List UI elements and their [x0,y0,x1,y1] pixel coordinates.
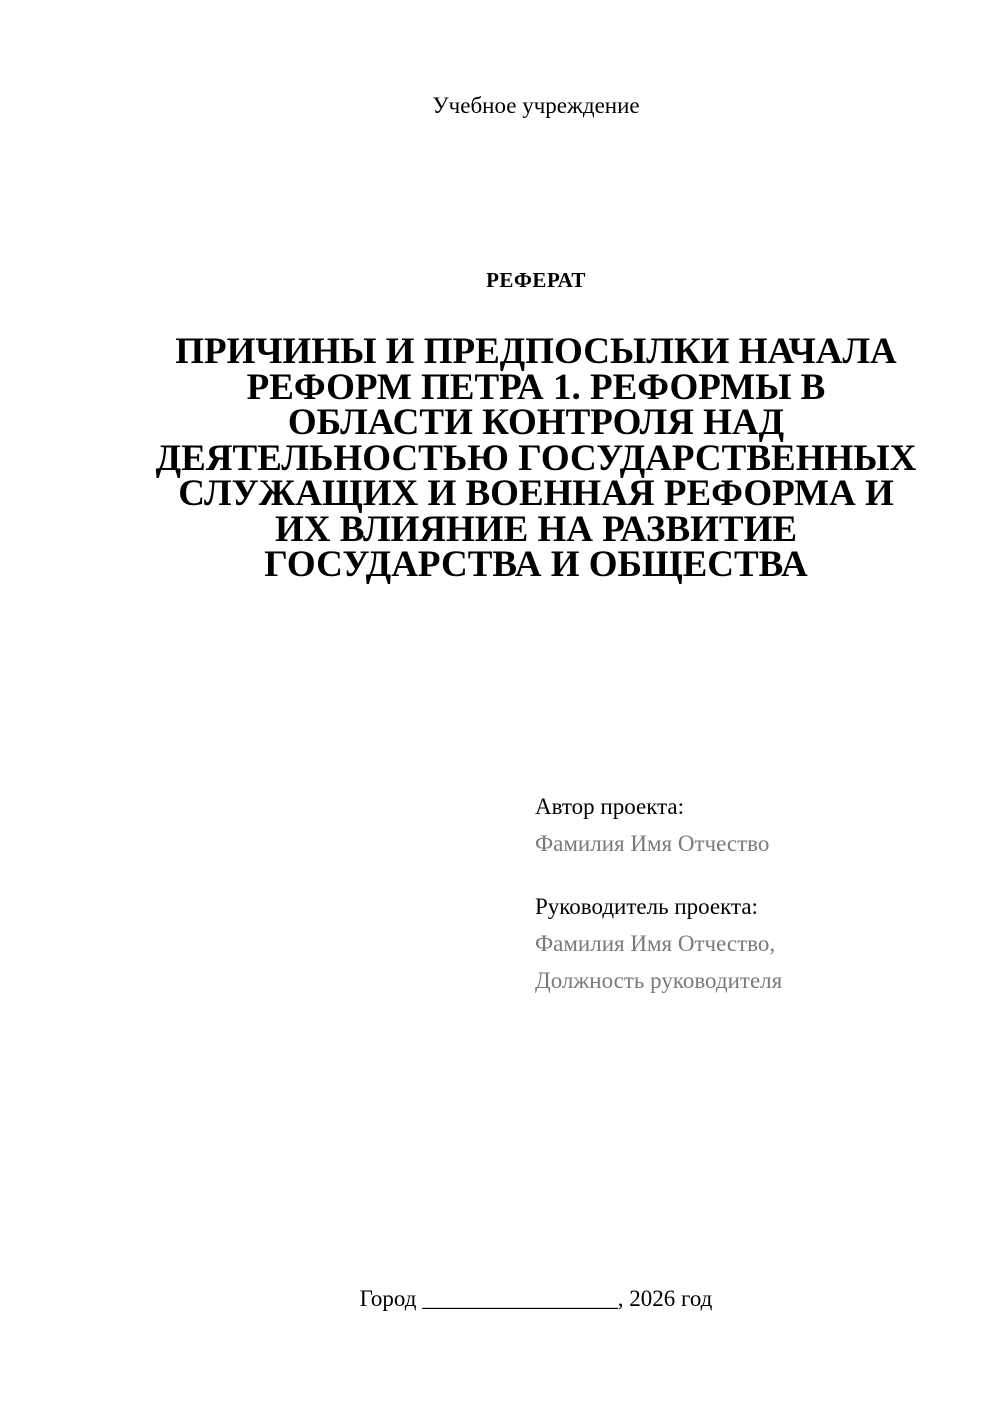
document-title: ПРИЧИНЫ И ПРЕДПОСЫЛКИ НАЧАЛА РЕФОРМ ПЕТРА 1. РЕФОРМЫ В ОБЛАСТИ КОНТРОЛЯ НАД ДЕЯТЕЛЬНОСТЬЮ ГОСУДАРСТВЕННЫХ СЛУЖАЩИХ И ВОЕННАЯ РЕФОРМА И ИХ ВЛИЯНИЕ НА РАЗВИТИЕ ГОСУДАРСТВА И ОБЩЕСТВА [155,331,917,585]
document-type: РЕФЕРАТ [486,268,586,292]
supervisor-label: Руководитель проекта: [535,894,758,919]
author-name: Фамилия Имя Отчество [535,831,770,856]
institution-name: Учебное учреждение [432,93,640,118]
credits-spacer [535,862,782,888]
author-label: Автор проекта: [535,794,684,819]
credits-block [535,788,782,999]
city-year-line: Город _________________, 2026 год [359,1286,713,1311]
supervisor-name: Фамилия Имя Отчество, [535,931,776,956]
supervisor-position: Должность руководителя [535,968,783,993]
